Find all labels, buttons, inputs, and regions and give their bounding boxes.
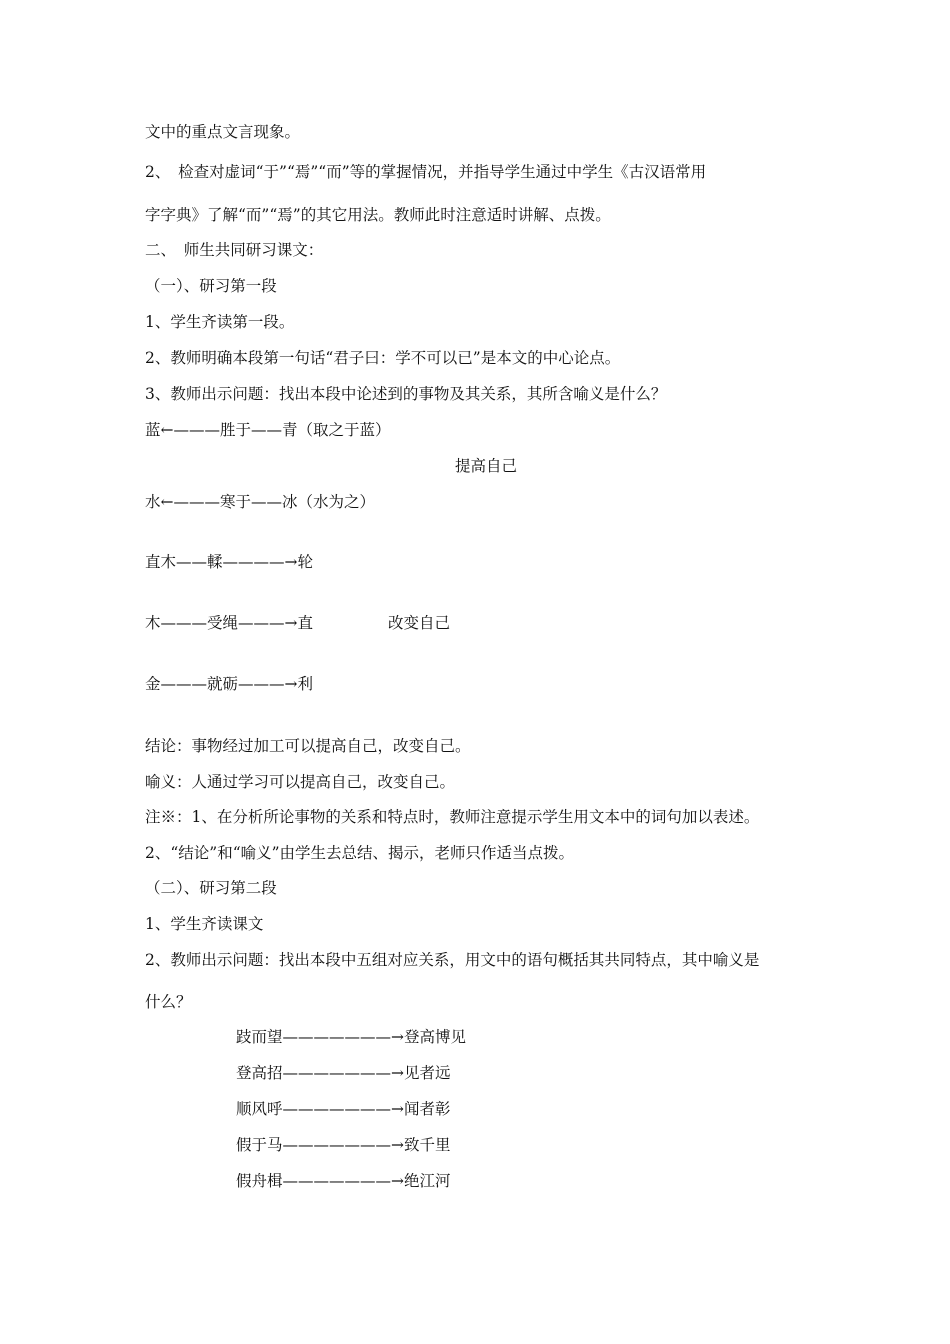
- diagram-label: 改变自己: [388, 614, 451, 632]
- section-heading: 二、 师生共同研习课文：: [145, 241, 324, 259]
- pair-line: 假于马———————→致千里: [236, 1136, 451, 1154]
- text-line: 2、教师出示问题：找出本段中五组对应关系，用文中的语句概括其共同特点，其中喻义是: [145, 951, 760, 969]
- text-line: 注※：1、在分析所论事物的关系和特点时，教师注意提示学生用文本中的词句加以表述。: [145, 808, 760, 826]
- text-line: 喻义：人通过学习可以提高自己，改变自己。: [145, 773, 456, 791]
- text-line: 2、教师明确本段第一句话“君子曰：学不可以已”是本文的中心论点。: [145, 349, 621, 367]
- text-line: 字字典》了解“而”“焉”的其它用法。教师此时注意适时讲解、点拨。: [145, 206, 611, 224]
- diagram-line: 金———就砺———→利: [145, 675, 313, 693]
- pair-line: 跂而望———————→登高博见: [236, 1028, 466, 1046]
- pair-line: 顺风呼———————→闻者彰: [236, 1100, 451, 1118]
- subsection-heading: （一）、研习第一段: [145, 277, 277, 295]
- subsection-heading: （二）、研习第二段: [145, 879, 277, 897]
- diagram-label: 提高自己: [455, 457, 518, 475]
- diagram-line: 直木——輮————→轮: [145, 553, 313, 571]
- text-line: 1、学生齐读第一段。: [145, 313, 295, 331]
- text-line: 1、学生齐读课文: [145, 915, 264, 933]
- text-line: 结论：事物经过加工可以提高自己，改变自己。: [145, 737, 471, 755]
- pair-line: 假舟楫———————→绝江河: [236, 1172, 451, 1190]
- text-line: 2、“结论”和“喻义”由学生去总结、揭示，老师只作适当点拨。: [145, 844, 575, 862]
- text-line: 什么？: [145, 993, 192, 1011]
- diagram-line: 水←———寒于——冰（水为之）: [145, 493, 375, 511]
- diagram-line: 蓝←———胜于——青（取之于蓝）: [145, 421, 391, 439]
- text-line: 2、 检查对虚词“于”“焉”“而”等的掌握情况，并指导学生通过中学生《古汉语常用: [145, 163, 707, 181]
- text-line: 文中的重点文言现象。: [145, 123, 301, 141]
- diagram-line: 木———受绳———→直: [145, 614, 313, 632]
- pair-line: 登高招———————→见者远: [236, 1064, 451, 1082]
- text-line: 3、教师出示问题：找出本段中论述到的事物及其关系，其所含喻义是什么？: [145, 385, 667, 403]
